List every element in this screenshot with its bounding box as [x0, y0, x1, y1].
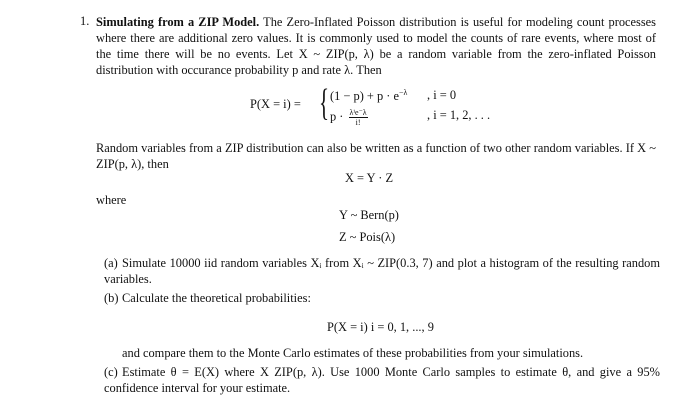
equation-z: Z ~ Pois(λ) — [339, 230, 396, 244]
problem-intro — [96, 14, 656, 78]
pmf-case-zero: $(1 - p) + p \cdot e^{-\lambda}$ — [330, 88, 408, 104]
where-label: where — [96, 193, 127, 207]
problem-number: 1. — [80, 14, 90, 28]
pmf-case-positive-condition: , i = 1, 2, . . . — [427, 108, 491, 122]
poisson-fraction: $\frac{\text{λⁱe⁻λ}}{i!}$ — [349, 108, 367, 127]
part-b-continued: and compare them to the Monte Carlo estimates of these probabilities from your simulations. — [122, 346, 584, 360]
problem-title: Simulating from a ZIP Model. — [96, 15, 260, 29]
part-b: (b) Calculate the theoretical probabilities: — [104, 291, 311, 305]
part-c: (c) Estimate θ = E(X) where X ZIP(p, λ). Use 1000 Monte Carlo samples to estimate θ, and give a 95% confidence interval for your estimate. — [104, 365, 660, 395]
part-a: (a) Simulate 10000 iid random variables Xᵢ from Xᵢ ~ ZIP(0.3, 7) and plot a histogram of the resulting random variables. — [104, 256, 660, 286]
left-brace: { — [319, 82, 330, 124]
paragraph-two: Random variables from a ZIP distribution can also be written as a function of two other random variables. If X ~ ZIP(p, λ), then — [96, 141, 656, 171]
pmf-case-positive: p · $\frac{\text{λⁱe⁻λ}}{i!}$ — [330, 108, 367, 127]
equation-product: X = Y · Z — [345, 171, 394, 185]
equation-probabilities: P(X = i) i = 0, 1, ..., 9 — [327, 320, 434, 334]
equation-y: Y ~ Bern(p) — [339, 208, 399, 222]
intro-text: The Zero-Inflated Poisson distribution is useful for modeling count processes where there are additional zero values. It is commonly used to model the counts of rare events, where most of the time there will be no events. Let X ~ ZIP(p, λ) be a random variable from the zero-inflated Poisson distribution with occurance probability p and rate λ. Then — [96, 15, 656, 77]
pmf-lhs: P(X = i) = — [250, 97, 301, 111]
pmf-case-zero-condition: , i = 0 — [427, 88, 457, 102]
